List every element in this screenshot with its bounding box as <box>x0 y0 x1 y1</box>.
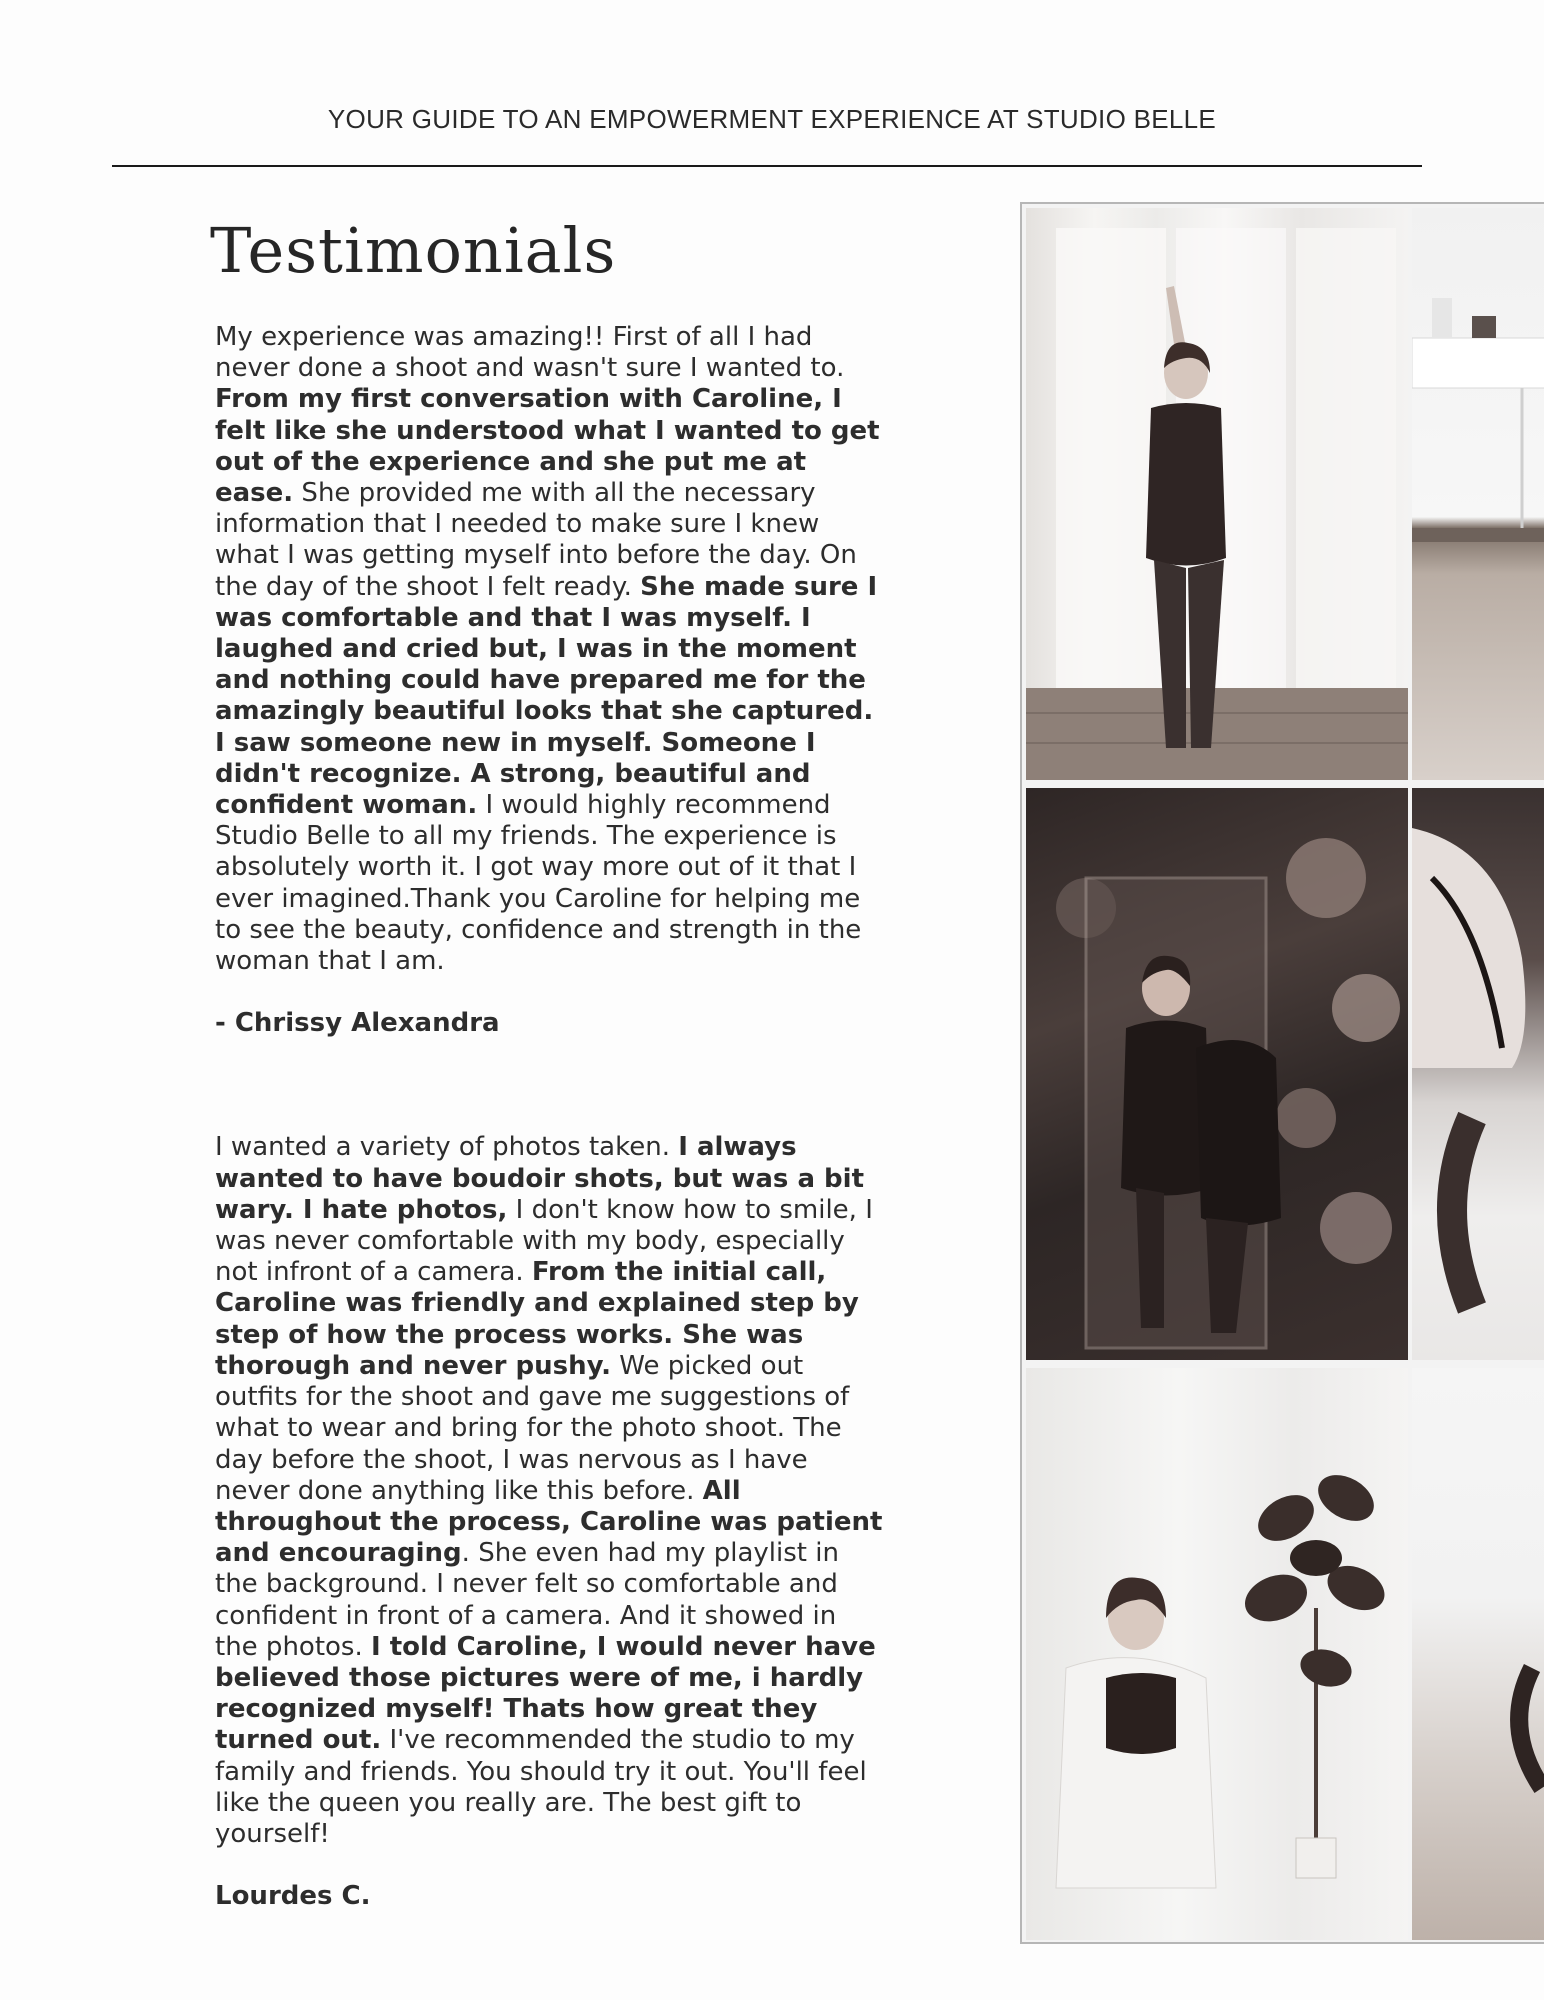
photo-mirror-portrait-illustration <box>1026 788 1408 1360</box>
testimonial-text <box>215 322 885 977</box>
testimonial-highlight: I told Caroline, I would never have believed those pictures were of me, i hardly recognized myself! Thats how great they turned out. <box>215 1631 876 1756</box>
testimonial-segment: I don't know how to smile, I was never comfortable with my body, especially not infront of a camera. <box>215 1194 873 1288</box>
testimonials-column <box>215 322 885 1912</box>
page-header: YOUR GUIDE TO AN EMPOWERMENT EXPERIENCE AT STUDIO BELLE <box>327 104 1217 134</box>
testimonial-highlight: From the initial call, Caroline was friendly and explained step by step of how the process works. She was thorough and never pushy. <box>215 1257 859 1381</box>
testimonial-segment: We picked out outfits for the shoot and gave me suggestions of what to wear and bring for the photo shoot. The day before the shoot, I was nervous as I have never done anything like this before. <box>215 1350 850 1506</box>
testimonial-segment: I've recommended the studio to my family and friends. You should try it out. You'll feel like the queen you really are. The best gift to yourself! <box>215 1725 867 1849</box>
testimonial-segment: I would highly recommend Studio Belle to all my friends. The experience is absolutely worth it. I got way more out of it that I ever imagined.Thank you Caroline for helping me to see the beauty, confidence and strength in the woman that I am. <box>215 790 862 977</box>
photo-studio-room-illustration <box>1412 208 1544 780</box>
testimonial-segment: She provided me with all the necessary information that I needed to make sure I knew what I was getting myself into before the day. On the day of the shoot I felt ready. <box>215 478 857 602</box>
testimonial-segment: I wanted a variety of photos taken. <box>215 1132 679 1163</box>
page-title: Testimonials <box>210 214 617 287</box>
photo-bed-closeup-illustration <box>1412 788 1544 1360</box>
testimonial-highlight: From my first conversation with Caroline, I felt like she understood what I wanted to get out of the experience and she put me at ease. <box>215 384 880 509</box>
photo-mirror-portrait <box>1026 788 1408 1360</box>
photo-window-pose <box>1026 208 1408 780</box>
photo-seated-with-plant-illustration <box>1026 1368 1408 1940</box>
photo-bed-closeup <box>1412 788 1544 1360</box>
photo-studio-room <box>1412 208 1544 780</box>
photo-gallery <box>1020 202 1544 1944</box>
testimonial-highlight: She made sure I was comfortable and that I was myself. I laughed and cried but, I was in the moment and nothing could have prepared me for the amazingly beautiful looks that she captured. I saw someone new in myself. Someone I didn't recognize. A strong, beautiful and confident woman. <box>215 571 878 821</box>
testimonial-highlight: All throughout the process, Caroline was patient and encouraging <box>215 1475 883 1569</box>
photo-window-pose-illustration <box>1026 208 1408 780</box>
testimonial-segment: . She even had my playlist in the background. I never felt so comfortable and confident in front of a camera. And it showed in the photos. <box>215 1538 839 1662</box>
testimonial-author: - Chrissy Alexandra <box>215 1008 500 1039</box>
photo-room-corner <box>1412 1368 1544 1940</box>
photo-room-corner-illustration <box>1412 1368 1544 1940</box>
testimonial-text <box>215 1132 885 1850</box>
photo-seated-with-plant <box>1026 1368 1408 1940</box>
testimonial-author: Lourdes C. <box>215 1881 371 1912</box>
header-divider <box>112 165 1422 167</box>
testimonial-segment: My experience was amazing!! First of all I had never done a shoot and wasn't sure I wanted to. <box>215 322 845 384</box>
testimonial-highlight: I always wanted to have boudoir shots, but was a bit wary. I hate photos, <box>215 1132 864 1225</box>
